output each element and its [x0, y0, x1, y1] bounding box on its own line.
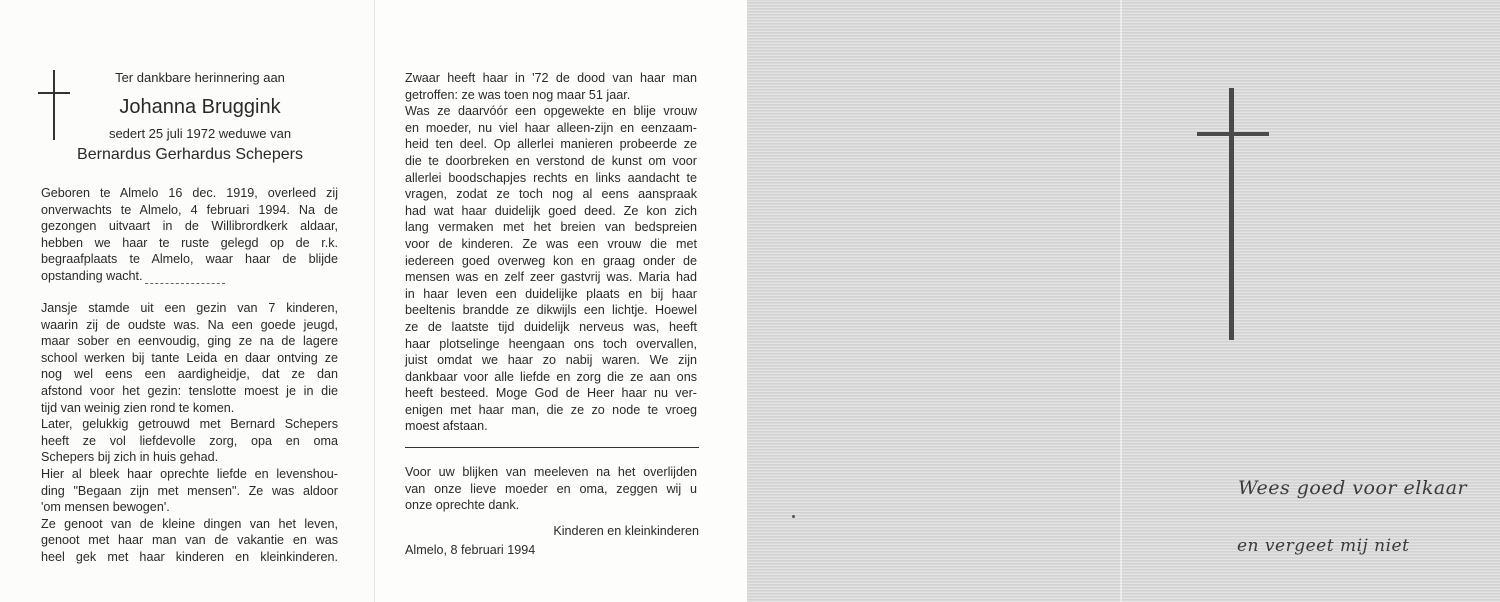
text-line: school werken bij tante Leida en daar ontving ze [41, 350, 338, 365]
text-line: Voor uw blijken van meeleven na het overlijden [405, 465, 697, 479]
text-line: 'om mensen bewogen'. [41, 500, 170, 515]
text-line: begraafplaats te Almelo, waar haar de blijde [41, 252, 338, 267]
text-line: afstond voor het gezin: tenslotte moest je in die [41, 383, 338, 398]
deceased-name: Johanna Bruggink [119, 96, 281, 118]
text-line: onverwachts te Almelo, 4 februari 1994. Na de [41, 202, 338, 217]
text-line: haar plotselinge heengaan ons toch overvallen, [405, 336, 697, 351]
text-line: genoot met haar man van de vakantie en was [41, 533, 338, 548]
text-line: onze oprechte dank. [405, 498, 520, 513]
text-line: van onze lieve moeder en oma, zeggen wij u [405, 481, 697, 496]
text-line: iedereen goed overweg kon en graag onder de [405, 253, 697, 268]
text-line: hebben we haar te ruste gelegd op de r.k. [41, 235, 338, 250]
text-line: heeft ze vol liefdevolle zorg, opa en oma [41, 433, 338, 448]
text-line: ze de laatste tijd duidelijk nerveus was, heeft [405, 319, 697, 334]
text-line: dankbaar voor alle liefde en zorg die ze aan ons [405, 369, 697, 384]
spouse-name: Bernardus Gerhardus Schepers [77, 146, 303, 163]
motto-line-2: en vergeet mij niet [1237, 536, 1410, 556]
text-line: lang vermaken met het breien van bedspreien [405, 220, 697, 235]
text-line: enigen met haar man, die ze zo node te vroeg [405, 402, 697, 417]
text-line: Schepers bij zich in huis gehad. [41, 450, 219, 465]
text-line: gezongen uitvaart in de Willibrordkerk aldaar, [41, 219, 338, 234]
text-line: ding "Begaan zijn met mensen". Ze was aldoor [41, 483, 338, 498]
text-line: heeft besteed. Moge God de Heer haar nu ver- [405, 386, 697, 401]
text-line: vragen, zodat ze toch nog al eens aanspraak [405, 187, 697, 202]
text-line: had wat haar duidelijk goed deed. Ze kon zich [405, 203, 697, 218]
life-paragraph [41, 300, 338, 566]
place-date: Almelo, 8 februari 1994 [405, 543, 536, 557]
text-line: heel gek met haar kinderen en kleinkinderen. [41, 549, 338, 564]
text-line: allerlei boodschapjes rechts en links aandacht te [405, 170, 697, 185]
text-line: getroffen: ze was toen nog maar 51 jaar. [405, 87, 631, 102]
text-line: tijd van weinig zien rond te komen. [41, 400, 235, 415]
text-line: waarin zij de oudste was. Na een goede jeugd, [41, 317, 338, 332]
dedication-line: Ter dankbare herinnering aan [115, 70, 285, 85]
text-line: opstanding wacht. [41, 268, 143, 283]
text-line: voor de kinderen. Ze was een vrouw die met [405, 236, 697, 251]
text-line: heid ten deel. Op allerlei manieren probeerde ze [405, 137, 697, 152]
text-line: moest afstaan. [405, 419, 488, 434]
thanks-paragraph [405, 464, 697, 514]
signature: Kinderen en kleinkinderen [553, 524, 699, 538]
fold-line [1120, 0, 1122, 602]
widow-line: sedert 25 juli 1972 weduwe van [108, 126, 292, 141]
text-line: Was ze daarvóór een opgewekte en blije vrouw [405, 104, 697, 119]
text-line: nog wel eens een aardigheidje, dat ze dan [41, 367, 338, 382]
text-line: maar sober en eenvoudig, ging ze na de lagere [41, 334, 338, 349]
memorial-paragraph [405, 70, 697, 435]
text-line: die te doorbreken en verstond de kunst om voor [405, 153, 697, 168]
text-line: Later, gelukkig getrouwd met Bernard Schepers [41, 417, 338, 432]
text-line: juist omdat we haar zo nabij waren. We zijn [405, 353, 697, 368]
text-line: Jansje stamde uit een gezin van 7 kinderen, [41, 301, 338, 315]
text-line: en moeder, nu viel haar alleen-zijn en eenzaam- [405, 120, 697, 135]
large-cross-icon [1197, 88, 1269, 340]
text-line: Ze genoot van de kleine dingen van het leven, [41, 516, 338, 531]
text-line: Hier al bleek haar oprechte liefde en levenshou- [41, 466, 338, 481]
decorative-divider [145, 283, 225, 284]
motto-line-1: Wees goed voor elkaar [1238, 477, 1468, 499]
text-line: beeltenis brandde ze dikwijls een lichtje. Hoewel [405, 303, 697, 318]
cover-page [747, 0, 1500, 602]
birth-death-paragraph [41, 185, 338, 285]
text-line: Zwaar heeft haar in '72 de dood van haar man [405, 71, 697, 85]
separator-line [405, 447, 699, 448]
text-line: in haar leven een duidelijke plaats en bij haar [405, 286, 697, 301]
text-line: Geboren te Almelo 16 dec. 1919, overleed zij [41, 186, 338, 200]
speck [792, 515, 795, 518]
text-line: mensen was en zelf zeer gastvrij was. Maria had [405, 270, 697, 285]
